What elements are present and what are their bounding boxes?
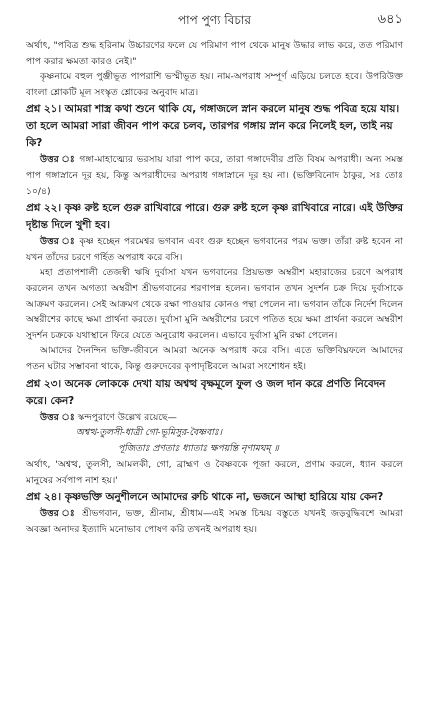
answer-22: [26, 234, 403, 265]
paragraph: অর্থাৎ, 'অশ্বত্থ, তুলসী, আমলকী, গো, ব্রাহ্মণ ও বৈষ্ণবকে পূজা করলে, প্রণাম করলে, ধ্যান করলে মানুষের সর্বপাপ নাশ হয়।': [26, 459, 403, 486]
answer-23: [26, 410, 403, 426]
paragraph: মহা প্রতাপশালী তেজস্বী ঋষি দুর্বাসা যখন ভগবানের প্রিয়ভক্ত অম্বরীশ মহারাজের চরণে অপরাধ করলেন তখন অগত্যা অম্বরীশ শ্রীভগবানের শরণাপন্ন হলেন। ভগবান তখন সুদর্শন চক্র দিয়ে দুর্বাসাকে আক্রমণ করলেন। সেই আক্রমণ থেকে রক্ষা পাওয়ার কোনও পন্থা পেলেন না। ভগবান তাঁকে নির্দেশ দিলেন অম্বরীশের কাছে ক্ষমা প্রার্থনা করতে। দুর্বাসা মুনি অম্বরীশের চরণে পতিত হয়ে ক্ষমা প্রার্থনা করলে অম্বরীশ সুদর্শন চক্রকে যথাস্থানে ফিরে যেতে অনুরোধ করলেন। এভাবে দুর্বাসা মুনি রক্ষা পেলেন।: [26, 267, 403, 341]
verse-line-2: পূজিতাঃ প্রণতাঃ ধ্যাতাঃ ক্ষপয়ন্তি নৃণামঘম্ ॥: [118, 443, 279, 455]
answer-label: উত্তর ঃ: [40, 508, 77, 520]
question-21: প্রশ্ন ২১। আমরা শাস্ত্র কথা শুনে থাকি যে, গঙ্গাজলে স্নান করলে মানুষ শুদ্ধ পবিত্র হয়ে যায়। তা হলে আমরা সারা জীবন পাপ করে চলব, তারপর গঙ্গায় স্নান করে নিলেই হল, তাই নয় কি?: [26, 103, 400, 150]
question-24: প্রশ্ন ২৪। কৃষ্ণভক্তি অনুশীলনে আমাদের রুচি থাকে না, ভজনে আস্থা হারিয়ে যায় কেন?: [26, 491, 384, 504]
answer-label: উত্তর ঃ: [40, 411, 75, 423]
paragraph: অর্থাৎ, "পবিত্র শুদ্ধ হরিনাম উচ্চারণের ফলে যে পরিমাণ পাপ থেকে মানুষ উদ্ধার লাভ করে, তত পরিমাণ পাপ করার ক্ষমতা কারও নেই।": [26, 40, 403, 67]
paragraph: কৃষ্ণনামে বহুল পুঞ্জীভূত পাপরাশি ভস্মীভূত হয়। নাম-অপরাধ সম্পূর্ণ এড়িয়ে চলতে হবে। উপরিউক্ত বাংলা শ্লোকটি মূল সংস্কৃত শ্লোকের অনুবাদ মাত্র।: [26, 71, 403, 98]
question-22: প্রশ্ন ২২। কৃষ্ণ রুষ্ট হলে গুরু রাখিবারে পারে। গুরু রুষ্ট হলে কৃষ্ণ রাখিবারে নারে। এই উক্তির দৃষ্টান্ত দিলে খুশী হব।: [26, 202, 404, 232]
paragraph: আমাদের দৈনন্দিন ভক্তি-জীবনে আমরা অনেক অপরাধ করে বসি। এতে ভক্তিবিঘ্নফলে আমাদের পতন ঘটার সম্ভাবনা থাকে, কিন্তু গুরুদেবের কৃপাদৃষ্টিবলে আমরা সংশোধন হই।: [26, 345, 403, 372]
question-23: প্রশ্ন ২৩। অনেক লোককে দেখা যায় অশ্বত্থ বৃক্ষমূলে ফুল ও জল দান করে প্রণতি নিবেদন করে। কেন?: [26, 377, 386, 407]
answer-label: উত্তর ঃ: [40, 236, 76, 248]
running-title: পাপ পুণ্য বিচার: [178, 13, 251, 27]
answer-text: শ্রীভগবান, ভক্ত, শ্রীনাম, শ্রীধাম—এই সমস্ত চিন্ময় বস্তুতে যখনই জড়বুদ্ধিবশে আমরা অবজ্ঞা অনাদর ইত্যাদি মনোভাব পোষণ করি তখনই অপরাধ হয়।: [26, 508, 404, 535]
answer-text: কৃষ্ণ হচ্ছেন পরমেশ্বর ভগবান এবং গুরু হচ্ছেন ভগবানের পরম ভক্ত। তাঁরা রুষ্ট হবেন না যখন তাঁদের চরণে গর্হিত অপরাধ করে বসি।: [26, 236, 404, 263]
answer-text: গঙ্গা-মাহাত্ম্যের ভরসায় যারা পাপ করে, তারা গঙ্গাদেবীর প্রতি বিষম অপরাধী। অন্য সমস্ত পাপ গঙ্গাস্নানে দূর হয়, কিন্তু অপরাধীদের অপরাধ গঙ্গাস্নানে দূর হয় না। (ভক্তিবিনোদ ঠাকুর, সঃ তোঃ ১০/৪): [26, 154, 404, 197]
answer-21: [26, 152, 403, 199]
answer-text: স্কন্দপুরাণে উল্লেখ রয়েছে—: [77, 411, 177, 423]
page-body: [26, 38, 403, 537]
page-number: ৬৪১: [377, 12, 403, 27]
answer-label: উত্তর ঃ: [40, 154, 76, 166]
verse-line-1: অশ্বত্থ-তুলসী-ধাত্রী গো-ভূমিসুর-বৈষ্ণবাঃ।: [76, 427, 223, 439]
page-header: [26, 8, 403, 30]
answer-24: [26, 506, 403, 537]
